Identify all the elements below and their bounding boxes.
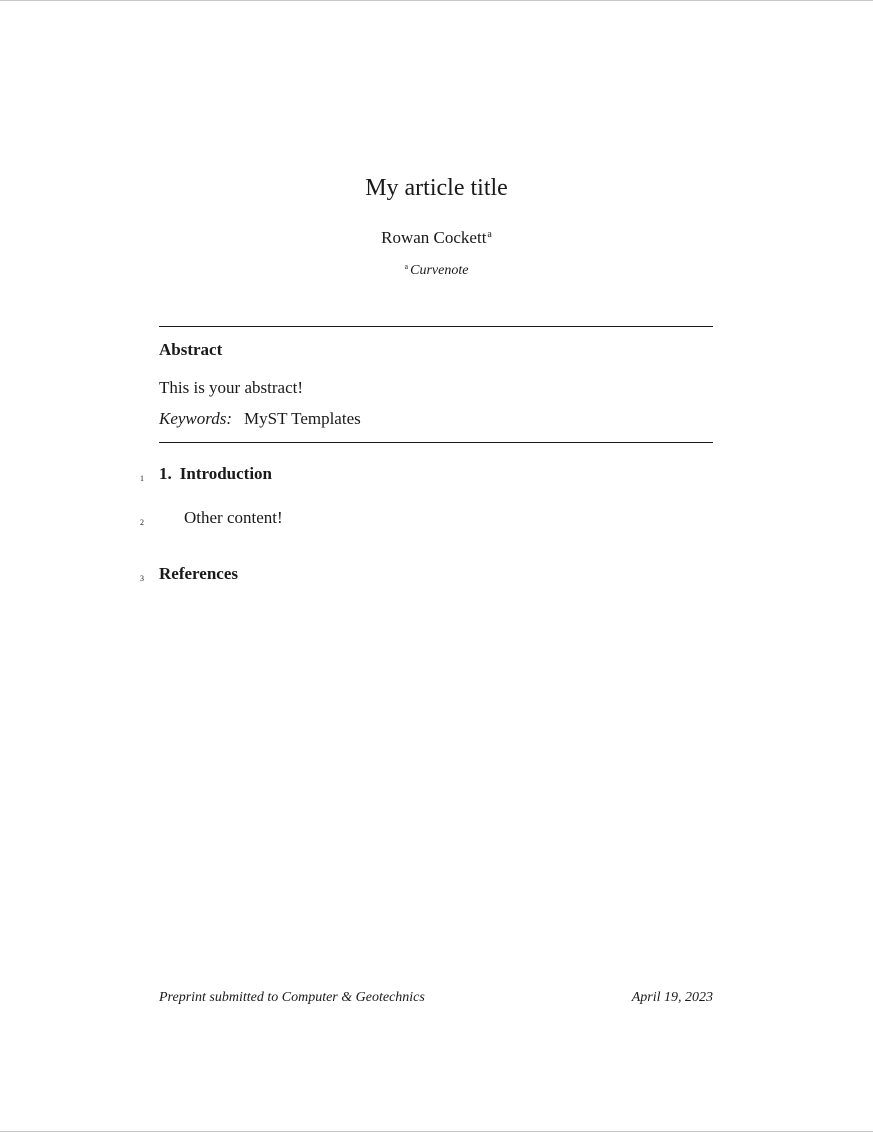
page-top-border xyxy=(0,0,873,1)
affiliation-name: Curvenote xyxy=(410,263,469,278)
author-line xyxy=(0,228,873,248)
section-heading-introduction xyxy=(159,464,272,484)
keywords-label: Keywords: xyxy=(159,409,233,428)
footer-submission-note: Preprint submitted to Computer & Geotechnics xyxy=(159,990,425,1005)
article-title: My article title xyxy=(365,175,508,201)
footer-date: April 19, 2023 xyxy=(631,990,713,1005)
author-name: Rowan Cockett xyxy=(381,228,487,247)
abstract-bottom-rule xyxy=(159,442,713,443)
affiliation-line xyxy=(0,262,873,279)
keywords-value: MyST Templates xyxy=(244,409,361,428)
abstract-text: This is your abstract! xyxy=(159,378,303,397)
keywords-line xyxy=(159,409,361,429)
author-affiliation-mark: a xyxy=(487,229,492,240)
references-heading: References xyxy=(159,564,238,583)
section-number: 1. xyxy=(159,464,172,483)
abstract-heading: Abstract xyxy=(159,340,223,359)
line-number: 2 xyxy=(140,518,144,527)
section-title: Introduction xyxy=(179,464,273,483)
line-number: 3 xyxy=(140,574,144,583)
abstract-top-rule xyxy=(159,326,713,327)
affiliation-mark: a xyxy=(404,262,409,271)
body-paragraph: Other content! xyxy=(184,508,283,527)
line-number: 1 xyxy=(140,474,144,483)
